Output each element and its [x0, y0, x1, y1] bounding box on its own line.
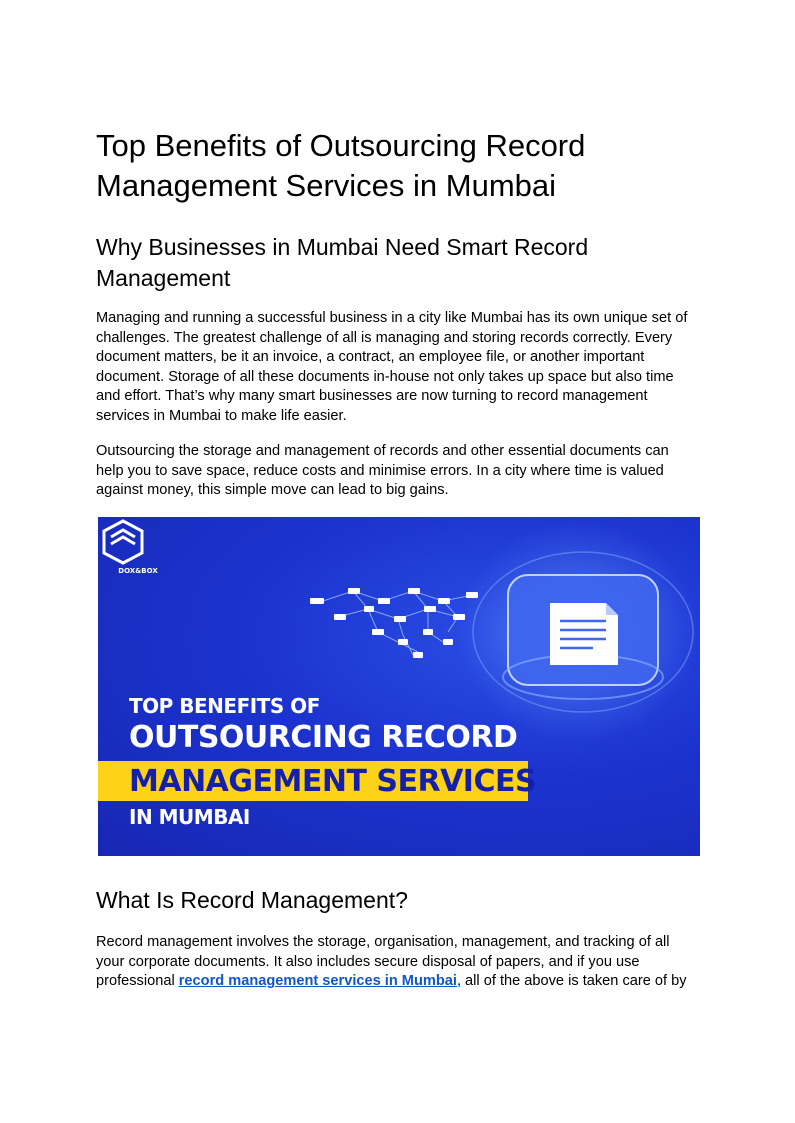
- banner-line-3: MANAGEMENT SERVICES: [129, 764, 537, 799]
- banner-line-4: IN MUMBAI: [129, 805, 250, 829]
- paragraph-why-1: Managing and running a successful business in a city like Mumbai has its own unique set of challenges. The greatest challenge of all is managing and storing records correctly. Every document matters, be it an invoice, a contract, an employee file, or another important document. Storage of all these documents in-house not only takes up space but also time and effort. That’s why many smart businesses are now turning to record management services in Mumbai to make life easier.: [96, 310, 688, 424]
- paragraph-what: [96, 933, 696, 992]
- banner-line-2: OUTSOURCING RECORD: [129, 720, 518, 755]
- record-management-link[interactable]: record management services in Mumbai: [178, 973, 457, 990]
- paragraph-why-2: Outsourcing the storage and management of records and other essential documents can help you to save space, reduce costs and minimise errors. In a city where time is valued against money, this simple move can lead to big gains.: [96, 443, 669, 499]
- logo-text: DOX&BOX: [118, 567, 158, 575]
- section-heading-why: Why Businesses in Mumbai Need Smart Record Management: [96, 234, 589, 291]
- paragraph-what-end: , all of the above is taken care of by: [456, 973, 687, 990]
- network-nodes: [310, 588, 478, 658]
- paragraph-what-start: Record management involves the storage, organisation, management, and tracking of all your corporate documents. It also includes secure disposal of papers, and if you use professional: [96, 934, 670, 990]
- network-lines: [323, 591, 473, 655]
- banner-image: [98, 517, 700, 856]
- page-title: Top Benefits of Outsourcing Record Management Services in Mumbai: [96, 128, 586, 203]
- banner-line-1: TOP BENEFITS OF: [129, 694, 320, 718]
- section-heading-what: What Is Record Management?: [96, 887, 408, 913]
